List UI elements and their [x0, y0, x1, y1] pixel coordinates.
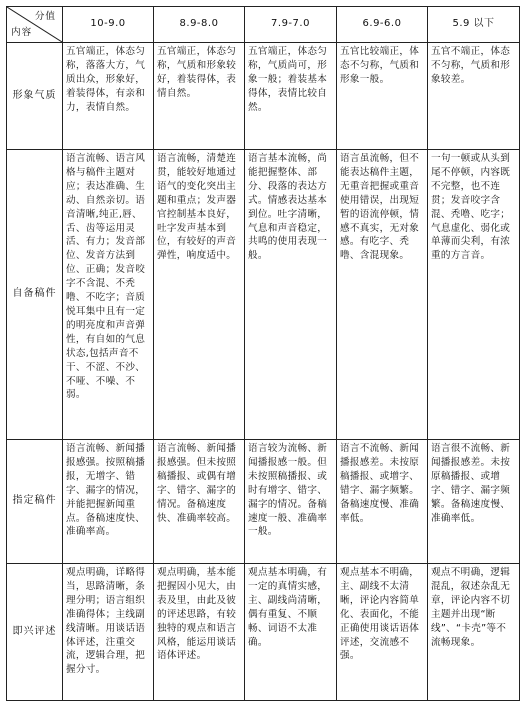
row-label: 形象气质: [7, 43, 63, 150]
criteria-cell: 观点基本不明确，主、副线不太清晰，评论内容简单化、表面化，不能正确使用谈话语体评述，交流感不强。: [337, 564, 428, 701]
score-range-header: 10-9.0: [63, 7, 154, 43]
score-range-header: 7.9-7.0: [245, 7, 337, 43]
criteria-cell: 语言流畅、语言风格与稿件主题对应；表达准确、生动、自然亲切。语音清晰,纯正,唇、舌、齿等运用灵活、有力；发音部位、发音方法到位、正确；发音咬字不含混、不秃噜、不吃字；音质悦耳集中且有一定的明亮度和声音弹性，有自如的气息状态,包括声音不干、不涩、不沙、不哑、不噪、不弱。: [63, 150, 154, 440]
scoring-rubric-table: [6, 6, 520, 701]
criteria-cell: 五官端正，体态匀称，气质和形象较好，着装得体，表情自然。: [154, 43, 245, 150]
rubric-row-assigned-script: [7, 440, 520, 564]
criteria-cell: 语言流畅、新闻播报感强。按照稿播报，无增字、错字、漏字的情况，并能把握新闻重点。备稿速度快、准确率高。: [63, 440, 154, 564]
row-label: 即兴评述: [7, 564, 63, 701]
criteria-cell: 观点不明确，逻辑混乱，叙述杂乱无章，评论内容不切主题并出现“断线”、“卡壳”等不流畅现象。: [428, 564, 520, 701]
criteria-cell: 语言不流畅、新闻播报感差。未按原稿播报、或增字、错字、漏字频繁。备稿速度慢、准确率低。: [337, 440, 428, 564]
corner-content-label: 内容: [11, 27, 33, 39]
rubric-row-prepared-script: [7, 150, 520, 440]
criteria-cell: 语言虽流畅，但不能表达稿件主题，无重音把握或重音使用错误，出现短暂的语流停顿，情感不真实，无对象感。有吃字、秃噜、含混现象。: [337, 150, 428, 440]
row-label: 指定稿件: [7, 440, 63, 564]
rubric-row-impromptu-commentary: [7, 564, 520, 701]
criteria-cell: 观点明确，详略得当，思路清晰，条理分明；语言组织准确得体；主线副线清晰。用谈话语体评述，注重交流，逻辑合理，把握分寸。: [63, 564, 154, 701]
score-range-header: 8.9-8.0: [154, 7, 245, 43]
criteria-cell: 五官端正，体态匀称，落落大方，气质出众，形象好，着装得体，有亲和力，表情自然。: [63, 43, 154, 150]
header-row: [7, 7, 520, 43]
criteria-cell: 五官不端正，体态不匀称，气质和形象较差。: [428, 43, 520, 150]
criteria-cell: 语言流畅、新闻播报感强。但未按照稿播报、或偶有增字、错字、漏字的情况。备稿速度快、准确率较高。: [154, 440, 245, 564]
score-range-header: 5.9 以下: [428, 7, 520, 43]
criteria-cell: 观点基本明确，有一定的真情实感，主、副线尚清晰，偶有重复、不顺畅、词语不太准确。: [245, 564, 337, 701]
score-range-header: 6.9-6.0: [337, 7, 428, 43]
criteria-cell: 五官比较端正，体态不匀称，气质和形象一般。: [337, 43, 428, 150]
criteria-cell: 观点明确，基本能把握因小见大，由表及里，由此及彼的评述思路，有较独特的观点和语言风格，能运用谈话语体评述。: [154, 564, 245, 701]
row-label: 自备稿件: [7, 150, 63, 440]
criteria-cell: 语言较为流畅、新闻播报感一般。但未按照稿播报、或时有增字、错字、漏字的情况。备稿速度一般、准确率一般。: [245, 440, 337, 564]
criteria-cell: 一句一顿或从头到尾不停顿，内容既不完整，也不连贯；发音咬字含混、秃噜、吃字；气息虚化、弱化或单薄而尖利，有浓重的方言音。: [428, 150, 520, 440]
criteria-cell: 语言流畅，清楚连贯，能较好地通过语气的变化突出主题和重点；发声器官控制基本良好，吐字发声基本到位，有较好的声音弹性，响度适中。: [154, 150, 245, 440]
criteria-cell: 五官端正，体态匀称，气质尚可，形象一般；着装基本得体，表情比较自然。: [245, 43, 337, 150]
corner-header-cell: [7, 7, 63, 43]
criteria-cell: 语言基本流畅，尚能把握整体、部分、段落的表达方式。情感表达基本到位。吐字清晰，气息和声音稳定，共鸣的使用表现一般。: [245, 150, 337, 440]
criteria-cell: 语言很不流畅、新闻播报感差。未按原稿播报、或增字、错字、漏字频繁。备稿速度慢、准确率低。: [428, 440, 520, 564]
corner-score-label: 分值: [34, 11, 56, 22]
rubric-row-appearance: [7, 43, 520, 150]
